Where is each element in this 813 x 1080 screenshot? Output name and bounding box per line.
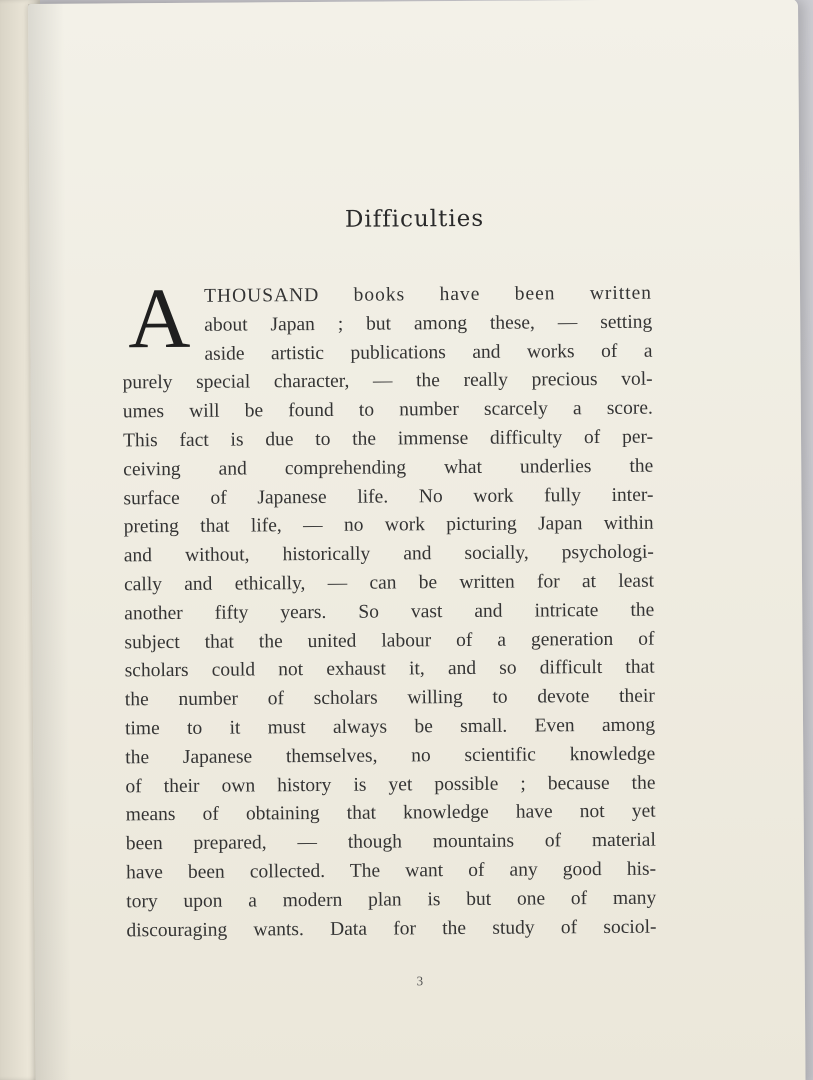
page-number: 3 bbox=[416, 973, 424, 989]
text-line: cally and ethically, — can be written for at least bbox=[123, 570, 655, 596]
text-line: means of obtaining that knowledge have not yet bbox=[125, 800, 656, 826]
text-line: aside artistic publications and works of a bbox=[204, 340, 653, 365]
text-line: been prepared, — though mountains of material bbox=[125, 829, 656, 855]
text-line: umes will be found to number scarcely a score. bbox=[122, 397, 653, 423]
body-text bbox=[122, 269, 657, 946]
text-line: preting that life, — no work picturing Japan within bbox=[123, 513, 654, 538]
text-line: purely special character, — the really precious vol- bbox=[122, 369, 653, 394]
text-line: about Japan ; but among these, — setting bbox=[204, 311, 653, 336]
book-page bbox=[28, 0, 806, 1080]
text-line: surface of Japanese life. No work fully inter- bbox=[123, 484, 654, 509]
text-line: of their own history is yet possible ; because the bbox=[125, 772, 656, 797]
chapter-title: Difficulties bbox=[344, 205, 485, 233]
text-line: another fifty years. So vast and intricate the bbox=[124, 599, 655, 625]
text-line: THOUSAND books have been written bbox=[203, 282, 653, 307]
drop-cap: A bbox=[127, 269, 191, 367]
text-line: This fact is due to the immense difficulty of per- bbox=[122, 426, 654, 452]
text-line: discouraging wants. Data for the study of sociol- bbox=[126, 916, 657, 941]
text-line: time to it must always be small. Even among bbox=[124, 714, 656, 740]
text-line: the number of scholars willing to devote their bbox=[124, 685, 655, 711]
text-line: subject that the united labour of a generation of bbox=[124, 628, 655, 653]
text-line: scholars could not exhaust it, and so difficult that bbox=[124, 657, 655, 682]
text-line: the Japanese themselves, no scientific knowledge bbox=[125, 743, 656, 769]
text-line: tory upon a modern plan is but one of many bbox=[126, 887, 657, 913]
text-line: have been collected. The want of any good his- bbox=[125, 858, 657, 884]
text-line: and without, historically and socially, psychologi- bbox=[123, 541, 654, 567]
text-line: ceiving and comprehending what underlies the bbox=[123, 455, 654, 481]
